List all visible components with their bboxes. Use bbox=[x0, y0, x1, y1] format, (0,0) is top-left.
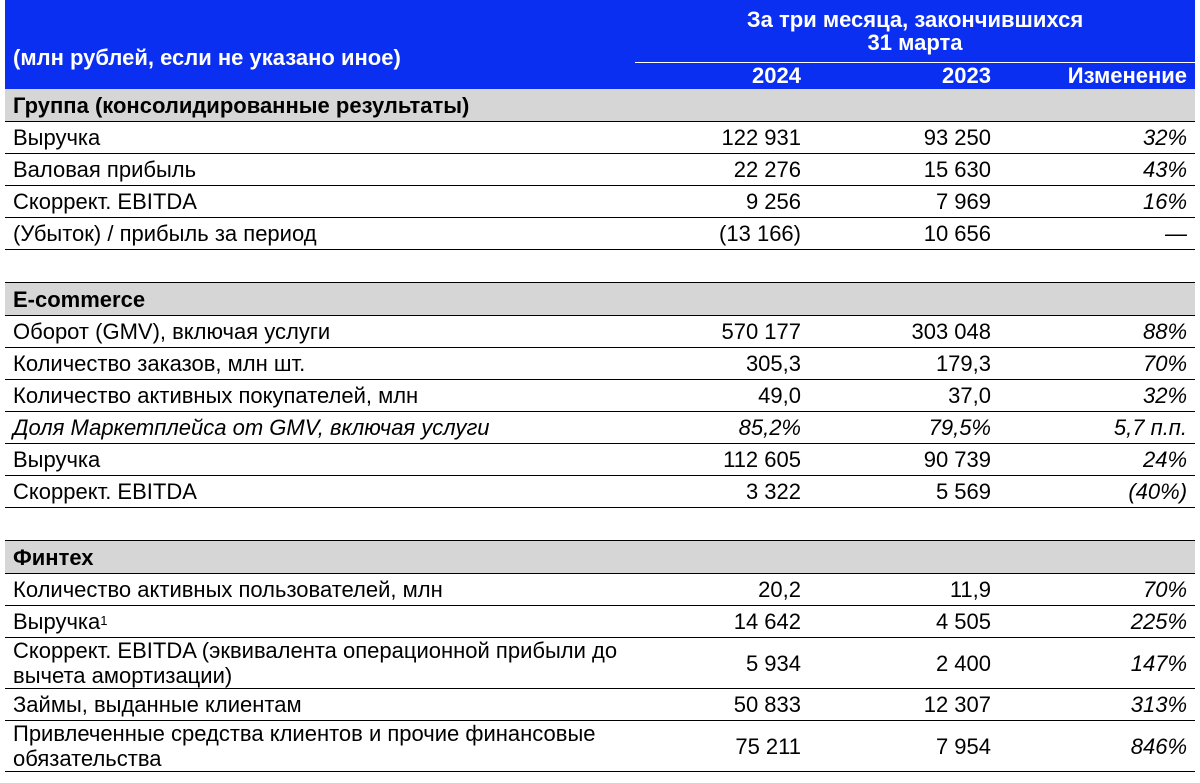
value-2024: 50 833 bbox=[635, 689, 825, 721]
row-label: Доля Маркетплейса от GMV, включая услуги bbox=[5, 412, 635, 444]
value-change: 5,7 п.п. bbox=[1015, 412, 1195, 444]
row-label: Привлеченные средства клиентов и прочие финансовые обязательства bbox=[5, 721, 635, 772]
value-change: 846% bbox=[1015, 721, 1195, 772]
spacer-row bbox=[5, 250, 1195, 283]
row-label: Валовая прибыль bbox=[5, 154, 635, 186]
row-label: Количество активных покупателей, млн bbox=[5, 380, 635, 412]
period-line-2: 31 марта bbox=[867, 30, 963, 55]
value-2023: 7 969 bbox=[825, 186, 1015, 218]
value-change: 225% bbox=[1015, 606, 1195, 638]
table-header bbox=[5, 0, 1195, 89]
row-label-with-footnote bbox=[5, 606, 635, 638]
period-line-1: За три месяца, закончившихся bbox=[746, 7, 1084, 32]
row-label: Оборот (GMV), включая услуги bbox=[5, 316, 635, 348]
row-label: Выручка bbox=[13, 609, 101, 634]
row-label: Количество заказов, млн шт. bbox=[5, 348, 635, 380]
table-row bbox=[5, 721, 1195, 772]
row-label: Скоррект. EBITDA (эквивалента операционной прибыли до вычета амортизации) bbox=[5, 638, 635, 689]
table-row bbox=[5, 689, 1195, 721]
spacer-row bbox=[5, 508, 1195, 541]
row-label: Скоррект. EBITDA bbox=[5, 186, 635, 218]
table-row bbox=[5, 218, 1195, 250]
value-2024: 305,3 bbox=[635, 348, 825, 380]
value-2024: 112 605 bbox=[635, 444, 825, 476]
financial-results-table bbox=[5, 0, 1195, 772]
value-change: 70% bbox=[1015, 348, 1195, 380]
value-change: 43% bbox=[1015, 154, 1195, 186]
row-label: Займы, выданные клиентам bbox=[5, 689, 635, 721]
value-2023: 2 400 bbox=[825, 638, 1015, 689]
period-header bbox=[635, 0, 1195, 63]
value-2023: 179,3 bbox=[825, 348, 1015, 380]
value-change: 313% bbox=[1015, 689, 1195, 721]
value-2024: 22 276 bbox=[635, 154, 825, 186]
value-change: 32% bbox=[1015, 380, 1195, 412]
value-2023: 90 739 bbox=[825, 444, 1015, 476]
value-2024: (13 166) bbox=[635, 218, 825, 250]
table-row bbox=[5, 122, 1195, 154]
value-2023: 303 048 bbox=[825, 316, 1015, 348]
value-2023: 37,0 bbox=[825, 380, 1015, 412]
value-change: 24% bbox=[1015, 444, 1195, 476]
table-row bbox=[5, 186, 1195, 218]
value-2024: 49,0 bbox=[635, 380, 825, 412]
value-change: 70% bbox=[1015, 574, 1195, 606]
footnote-marker: 1 bbox=[100, 613, 108, 628]
value-2024: 5 934 bbox=[635, 638, 825, 689]
table-row bbox=[5, 412, 1195, 444]
value-2023: 79,5% bbox=[825, 412, 1015, 444]
table-row bbox=[5, 606, 1195, 638]
value-2023: 4 505 bbox=[825, 606, 1015, 638]
row-label: Скоррект. EBITDA bbox=[5, 476, 635, 508]
value-2023: 7 954 bbox=[825, 721, 1015, 772]
value-2024: 3 322 bbox=[635, 476, 825, 508]
value-change: 16% bbox=[1015, 186, 1195, 218]
value-2023: 10 656 bbox=[825, 218, 1015, 250]
value-2024: 14 642 bbox=[635, 606, 825, 638]
value-2024: 20,2 bbox=[635, 574, 825, 606]
value-2024: 122 931 bbox=[635, 122, 825, 154]
table-row bbox=[5, 476, 1195, 508]
section-header-ecommerce bbox=[5, 283, 1195, 316]
unit-label: (млн рублей, если не указано иное) bbox=[5, 0, 635, 89]
value-2023: 93 250 bbox=[825, 122, 1015, 154]
value-change: (40%) bbox=[1015, 476, 1195, 508]
row-label: (Убыток) / прибыль за период bbox=[5, 218, 635, 250]
row-label: Количество активных пользователей, млн bbox=[5, 574, 635, 606]
table-row bbox=[5, 380, 1195, 412]
value-2023: 5 569 bbox=[825, 476, 1015, 508]
value-change: 88% bbox=[1015, 316, 1195, 348]
section-header-group bbox=[5, 89, 1195, 122]
table-row bbox=[5, 638, 1195, 689]
value-2023: 15 630 bbox=[825, 154, 1015, 186]
table-row bbox=[5, 348, 1195, 380]
value-2024: 75 211 bbox=[635, 721, 825, 772]
table-row bbox=[5, 154, 1195, 186]
section-title: Финтех bbox=[5, 541, 1195, 574]
value-change: — bbox=[1015, 218, 1195, 250]
value-change: 147% bbox=[1015, 638, 1195, 689]
table-row bbox=[5, 574, 1195, 606]
table-row bbox=[5, 316, 1195, 348]
table-row bbox=[5, 444, 1195, 476]
column-header-2024: 2024 bbox=[635, 63, 825, 90]
section-header-fintech bbox=[5, 541, 1195, 574]
value-2023: 11,9 bbox=[825, 574, 1015, 606]
value-change: 32% bbox=[1015, 122, 1195, 154]
column-header-2023: 2023 bbox=[825, 63, 1015, 90]
column-header-change: Изменение bbox=[1015, 63, 1195, 90]
value-2023: 12 307 bbox=[825, 689, 1015, 721]
value-2024: 9 256 bbox=[635, 186, 825, 218]
value-2024: 85,2% bbox=[635, 412, 825, 444]
section-title: Группа (консолидированные результаты) bbox=[5, 89, 1195, 122]
row-label: Выручка bbox=[5, 122, 635, 154]
value-2024: 570 177 bbox=[635, 316, 825, 348]
row-label: Выручка bbox=[5, 444, 635, 476]
section-title: E-commerce bbox=[5, 283, 1195, 316]
